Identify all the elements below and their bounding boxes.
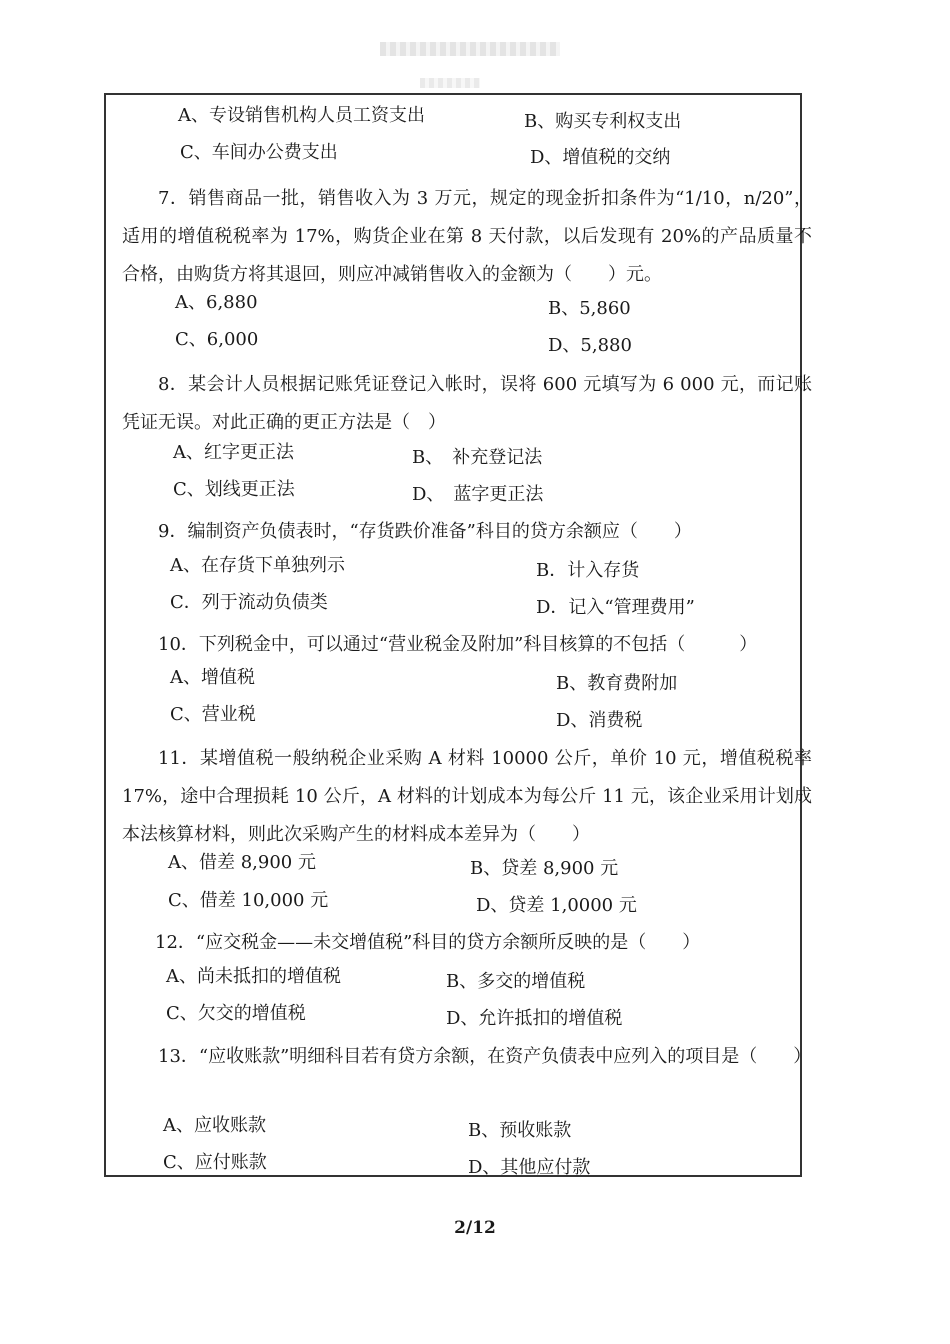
q8-option-a: A、红字更正法 (173, 442, 294, 463)
q12-option-a: A、尚未抵扣的增值税 (166, 966, 341, 987)
q13-option-a: A、应收账款 (163, 1115, 266, 1136)
q7-option-d: D、5,880 (548, 335, 632, 356)
q7-option-b: B、5,860 (548, 298, 631, 319)
page-number: 2/12 (454, 1218, 496, 1238)
q11-option-c: C、借差 10,000 元 (168, 890, 329, 911)
q9-option-a: A、在存货下单独列示 (170, 555, 345, 576)
q10-option-d: D、消费税 (556, 710, 643, 731)
q9-stem: 9．编制资产负债表时，“存货跌价准备”科目的贷方余额应（ ） (158, 521, 692, 542)
q10-option-c: C、营业税 (170, 704, 256, 725)
q7-stem: 7．销售商品一批，销售收入为 3 万元，规定的现金折扣条件为“1/10，n/20”，适用的增值税税率为 17%，购货企业在第 8 天付款，以后发现有 20%的产品质量不合格，由购货方将其退回，则应冲减销售收入的金额为（ ）元。 (122, 188, 812, 285)
q11-stem: 11．某增值税一般纳税企业采购 A 材料 10000 公斤，单价 10 元，增值税税率 17%，途中合理损耗 10 公斤，A 材料的计划成本为每公斤 11 元，该企业采用计划成本法核算材料，则此次采购产生的材料成本差异为（ ） (122, 748, 812, 845)
q7-option-a: A、6,880 (175, 292, 258, 313)
q8-option-c: C、划线更正法 (173, 479, 295, 500)
q10-option-a: A、增值税 (170, 667, 255, 688)
q9-option-d: D．记入“管理费用” (536, 597, 695, 618)
q8-option-d: D、 蓝字更正法 (412, 484, 544, 505)
q13-option-b: B、预收账款 (468, 1120, 572, 1141)
q6-option-d: D、增值税的交纳 (530, 147, 671, 168)
q10-stem: 10．下列税金中，可以通过“营业税金及附加”科目核算的不包括（ ） (158, 634, 758, 655)
q11-option-b: B、贷差 8,900 元 (470, 858, 619, 879)
q10-option-b: B、教育费附加 (556, 673, 678, 694)
header-smudge (380, 42, 560, 56)
header-smudge-2 (420, 78, 480, 88)
q11-option-d: D、贷差 1,0000 元 (476, 895, 637, 916)
q6-option-b: B、购买专利权支出 (524, 111, 682, 132)
q13-option-d: D、其他应付款 (468, 1157, 591, 1178)
q12-option-b: B、多交的增值税 (446, 971, 586, 992)
q8-stem: 8．某会计人员根据记账凭证登记入帐时，误将 600 元填写为 6 000 元，而记账凭证无误。对此正确的更正方法是（ ） (122, 374, 812, 433)
q11-option-a: A、借差 8,900 元 (168, 852, 316, 873)
q12-stem: 12．“应交税金——未交增值税”科目的贷方余额所反映的是（ ） (155, 932, 701, 953)
q7-option-c: C、6,000 (175, 329, 259, 350)
q6-option-c: C、车间办公费支出 (180, 142, 338, 163)
q13-stem: 13．“应收账款”明细科目若有贷方余额，在资产负债表中应列入的项目是（ ） (158, 1046, 812, 1067)
q6-option-a: A、专设销售机构人员工资支出 (178, 105, 425, 126)
q13-option-c: C、应付账款 (163, 1152, 267, 1173)
q12-option-d: D、允许抵扣的增值税 (446, 1008, 623, 1029)
q8-option-b: B、 补充登记法 (412, 447, 543, 468)
q12-option-c: C、欠交的增值税 (166, 1003, 306, 1024)
q9-option-b: B．计入存货 (536, 560, 640, 581)
q9-option-c: C．列于流动负债类 (170, 592, 328, 613)
